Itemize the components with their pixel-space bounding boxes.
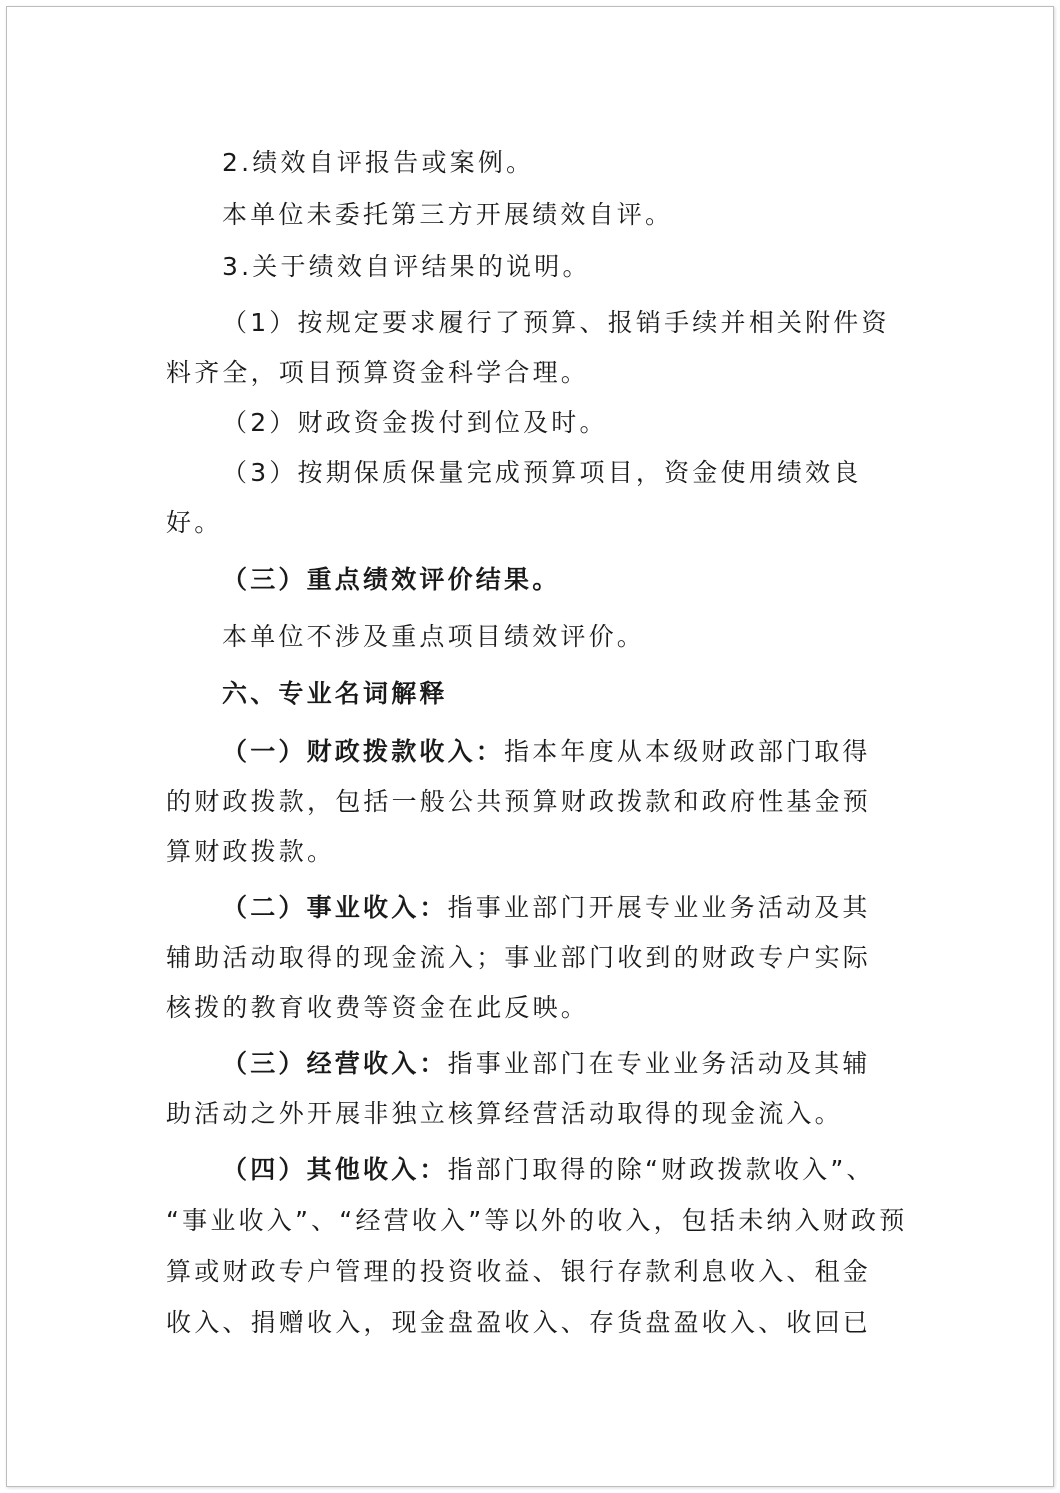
paragraph-item-1-line-1: （1）按规定要求履行了预算、报销手续并相关附件资 [222, 308, 890, 337]
glossary-item-3-line-2: 助活动之外开展非独立核算经营活动取得的现金流入。 [166, 1099, 843, 1128]
paragraph-results-explanation: 3.关于绩效自评结果的说明。 [222, 252, 591, 281]
glossary-item-1-line-2: 的财政拨款，包括一般公共预算财政拨款和政府性基金预 [166, 787, 872, 816]
glossary-definition-text: 指本年度从本级财政部门取得 [504, 737, 871, 766]
paragraph-self-eval-report: 2.绩效自评报告或案例。 [222, 148, 535, 177]
glossary-item-1-line-3: 算财政拨款。 [166, 837, 336, 866]
paragraph-item-3-line-1: （3）按期保质保量完成预算项目，资金使用绩效良 [222, 458, 862, 487]
glossary-definition-text: 指事业部门开展专业业务活动及其 [447, 893, 871, 922]
paragraph-no-third-party: 本单位未委托第三方开展绩效自评。 [222, 200, 674, 229]
glossary-definition-text: 指部门取得的除“财政拨款收入”、 [447, 1155, 875, 1184]
paragraph-item-2: （2）财政资金拨付到位及时。 [222, 408, 608, 437]
glossary-item-2-line-1 [166, 888, 896, 924]
glossary-item-3-line-1 [166, 1044, 896, 1080]
section-key-evaluation-heading: （三）重点绩效评价结果。 [222, 565, 561, 594]
glossary-item-1-line-1 [166, 732, 896, 768]
glossary-item-4-line-4: 收入、捐赠收入，现金盘盈收入、存货盘盈收入、收回已 [166, 1308, 872, 1337]
glossary-item-4-line-1 [166, 1150, 896, 1186]
glossary-term-operating-income: （三）经营收入： [222, 1049, 448, 1078]
paragraph-no-key-evaluation: 本单位不涉及重点项目绩效评价。 [222, 622, 646, 651]
glossary-term-business-income: （二）事业收入： [222, 893, 448, 922]
glossary-item-2-line-2: 辅助活动取得的现金流入；事业部门收到的财政专户实际 [166, 943, 872, 972]
paragraph-item-3-line-2: 好。 [166, 508, 223, 537]
glossary-item-4-line-3: 算或财政专户管理的投资收益、银行存款利息收入、租金 [166, 1257, 872, 1286]
glossary-definition-text: 指事业部门在专业业务活动及其辅 [447, 1049, 871, 1078]
glossary-item-4-line-2: “事业收入”、“经营收入”等以外的收入，包括未纳入财政预 [166, 1206, 908, 1235]
glossary-term-other-income: （四）其他收入： [222, 1155, 448, 1184]
glossary-item-2-line-3: 核拨的教育收费等资金在此反映。 [166, 993, 590, 1022]
section-glossary-heading: 六、专业名词解释 [222, 679, 448, 708]
glossary-term-fiscal-appropriation: （一）财政拨款收入： [222, 737, 505, 766]
paragraph-item-1-line-2: 料齐全，项目预算资金科学合理。 [166, 358, 590, 387]
